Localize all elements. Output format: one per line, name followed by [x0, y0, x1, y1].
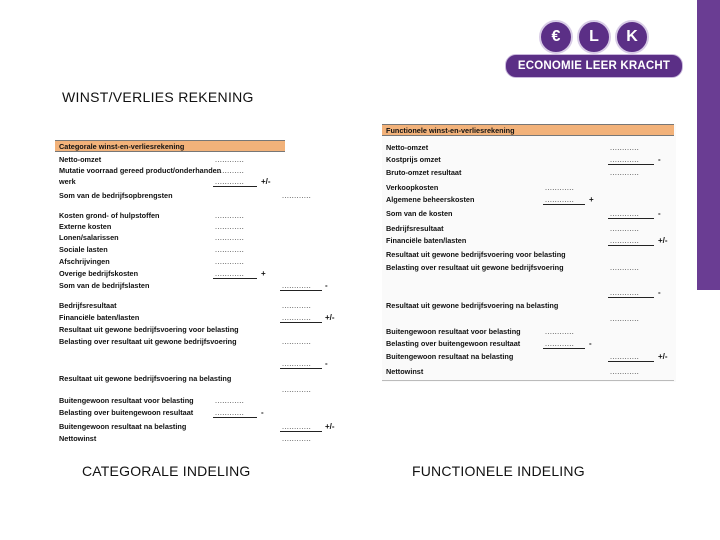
amount-blank: ............ [610, 288, 640, 297]
row-label: Kostprijs omzet [386, 155, 441, 164]
categorale-heading: Categorale winst-en-verliesrekening [55, 140, 285, 152]
amount-blank: ............ [282, 313, 312, 322]
sign-minus: - [658, 209, 661, 218]
row-label: Som van de bedrijfsopbrengsten [59, 191, 173, 200]
amount-blank: ............ [610, 236, 640, 245]
row-label: Buitengewoon resultaat voor belasting [386, 327, 521, 336]
amount-blank: ............ [215, 408, 245, 417]
row-label: Financiële baten/lasten [386, 236, 467, 245]
row-label: Netto-omzet [59, 155, 102, 164]
row-label: Nettowinst [386, 367, 424, 376]
amount-blank: ............ [215, 396, 245, 405]
amount-blank: ............ [545, 195, 575, 204]
amount-blank: ............ [282, 434, 312, 443]
logo-tagline: ECONOMIE LEER KRACHT [505, 54, 683, 78]
row-label: Financiële baten/lasten [59, 313, 140, 322]
amount-blank: ............ [610, 209, 640, 218]
row-label: Verkoopkosten [386, 183, 439, 192]
row-label: Resultaat uit gewone bedrijfsvoering voor belasting [59, 325, 239, 334]
row-label: Resultaat uit gewone bedrijfsvoering na belasting [59, 374, 232, 383]
amount-blank: ............ [282, 337, 312, 346]
sum-rule [213, 186, 257, 187]
amount-blank: ............ [282, 385, 312, 394]
row-label: Belasting over resultaat uit gewone bedrijfsvoering [59, 337, 237, 346]
amount-blank: ............ [215, 269, 245, 278]
row-label: Buitengewoon resultaat voor belasting [59, 396, 194, 405]
decorative-side-bar [697, 0, 720, 290]
form-bottom-edge [382, 380, 674, 381]
row-label: Nettowinst [59, 434, 97, 443]
page-title: WINST/VERLIES REKENING [62, 89, 254, 105]
sign-plus: + [261, 269, 266, 278]
amount-blank: ............ [610, 143, 640, 152]
sign-plus-minus: +/- [325, 313, 335, 322]
sum-rule [608, 361, 654, 362]
sign-minus: - [261, 408, 264, 417]
row-label: Algemene beheerskosten [386, 195, 475, 204]
sum-rule [280, 290, 322, 291]
amount-blank: ............ [610, 168, 640, 177]
amount-blank: ............ [215, 155, 245, 164]
sum-rule [280, 431, 322, 432]
elk-logo [505, 20, 683, 80]
sum-rule [608, 164, 654, 165]
sum-rule [608, 297, 654, 298]
row-label: Belasting over buitengewoon resultaat [59, 408, 194, 417]
amount-blank: ............ [215, 245, 245, 254]
sign-plus: + [589, 195, 594, 204]
row-label: Som van de kosten [386, 209, 453, 218]
logo-l-circle: L [577, 20, 611, 54]
sum-rule [543, 204, 585, 205]
amount-blank: ............ [215, 166, 245, 175]
row-label: Buitengewoon resultaat na belasting [59, 422, 187, 431]
row-label: Bedrijfsresultaat [386, 224, 444, 233]
row-label: Overige bedrijfskosten [59, 269, 139, 278]
amount-blank: ............ [282, 422, 312, 431]
categorale-form [55, 140, 340, 445]
amount-blank: ............ [282, 301, 312, 310]
row-label: Buitengewoon resultaat na belasting [386, 352, 514, 361]
row-label: Bruto-omzet resultaat [386, 168, 462, 177]
amount-blank: ............ [610, 224, 640, 233]
sign-plus-minus: +/- [325, 422, 335, 431]
row-label: Mutatie voorraad gereed product/onderhanden [59, 166, 222, 175]
amount-blank: ............ [215, 257, 245, 266]
amount-blank: ............ [545, 183, 575, 192]
amount-blank: ............ [610, 263, 640, 272]
amount-blank: ............ [215, 233, 245, 242]
sign-minus: - [325, 281, 328, 290]
functionele-caption: FUNCTIONELE INDELING [412, 463, 585, 479]
row-label: Som van de bedrijfslasten [59, 281, 150, 290]
sum-rule [213, 278, 257, 279]
amount-blank: ............ [282, 359, 312, 368]
row-label: Bedrijfsresultaat [59, 301, 117, 310]
sum-rule [280, 322, 322, 323]
amount-blank: ............ [610, 367, 640, 376]
amount-blank: ............ [610, 352, 640, 361]
sum-rule [213, 417, 257, 418]
sign-plus-minus: +/- [658, 352, 668, 361]
sign-minus: - [658, 155, 661, 164]
row-label: Externe kosten [59, 222, 112, 231]
sign-minus: - [589, 339, 592, 348]
row-label: Kosten grond- of hulpstoffen [59, 211, 160, 220]
sign-minus: - [658, 288, 661, 297]
sign-plus-minus: +/- [658, 236, 668, 245]
sum-rule [608, 218, 654, 219]
functionele-heading: Functionele winst-en-verliesrekening [382, 124, 674, 136]
sum-rule [543, 348, 585, 349]
amount-blank: ............ [215, 211, 245, 220]
row-label: Netto-omzet [386, 143, 429, 152]
amount-blank: ............ [215, 222, 245, 231]
sum-rule [280, 368, 322, 369]
row-label: Belasting over buitengewoon resultaat [386, 339, 521, 348]
amount-blank: ............ [282, 281, 312, 290]
logo-euro-circle: € [539, 20, 573, 54]
row-label: Lonen/salarissen [59, 233, 119, 242]
sign-minus: - [325, 359, 328, 368]
row-label: werk [59, 177, 76, 186]
amount-blank: ............ [545, 327, 575, 336]
row-label: Resultaat uit gewone bedrijfsvoering na belasting [386, 301, 559, 310]
amount-blank: ............ [215, 177, 245, 186]
amount-blank: ............ [545, 339, 575, 348]
row-label: Sociale lasten [59, 245, 108, 254]
row-label: Belasting over resultaat uit gewone bedrijfsvoering [386, 263, 564, 272]
row-label: Afschrijvingen [59, 257, 110, 266]
sign-plus-minus: +/- [261, 177, 271, 186]
amount-blank: ............ [282, 191, 312, 200]
functionele-form [382, 124, 676, 382]
amount-blank: ............ [610, 314, 640, 323]
categorale-caption: CATEGORALE INDELING [82, 463, 251, 479]
logo-k-circle: K [615, 20, 649, 54]
row-label: Resultaat uit gewone bedrijfsvoering voor belasting [386, 250, 566, 259]
sum-rule [608, 245, 654, 246]
amount-blank: ............ [610, 155, 640, 164]
